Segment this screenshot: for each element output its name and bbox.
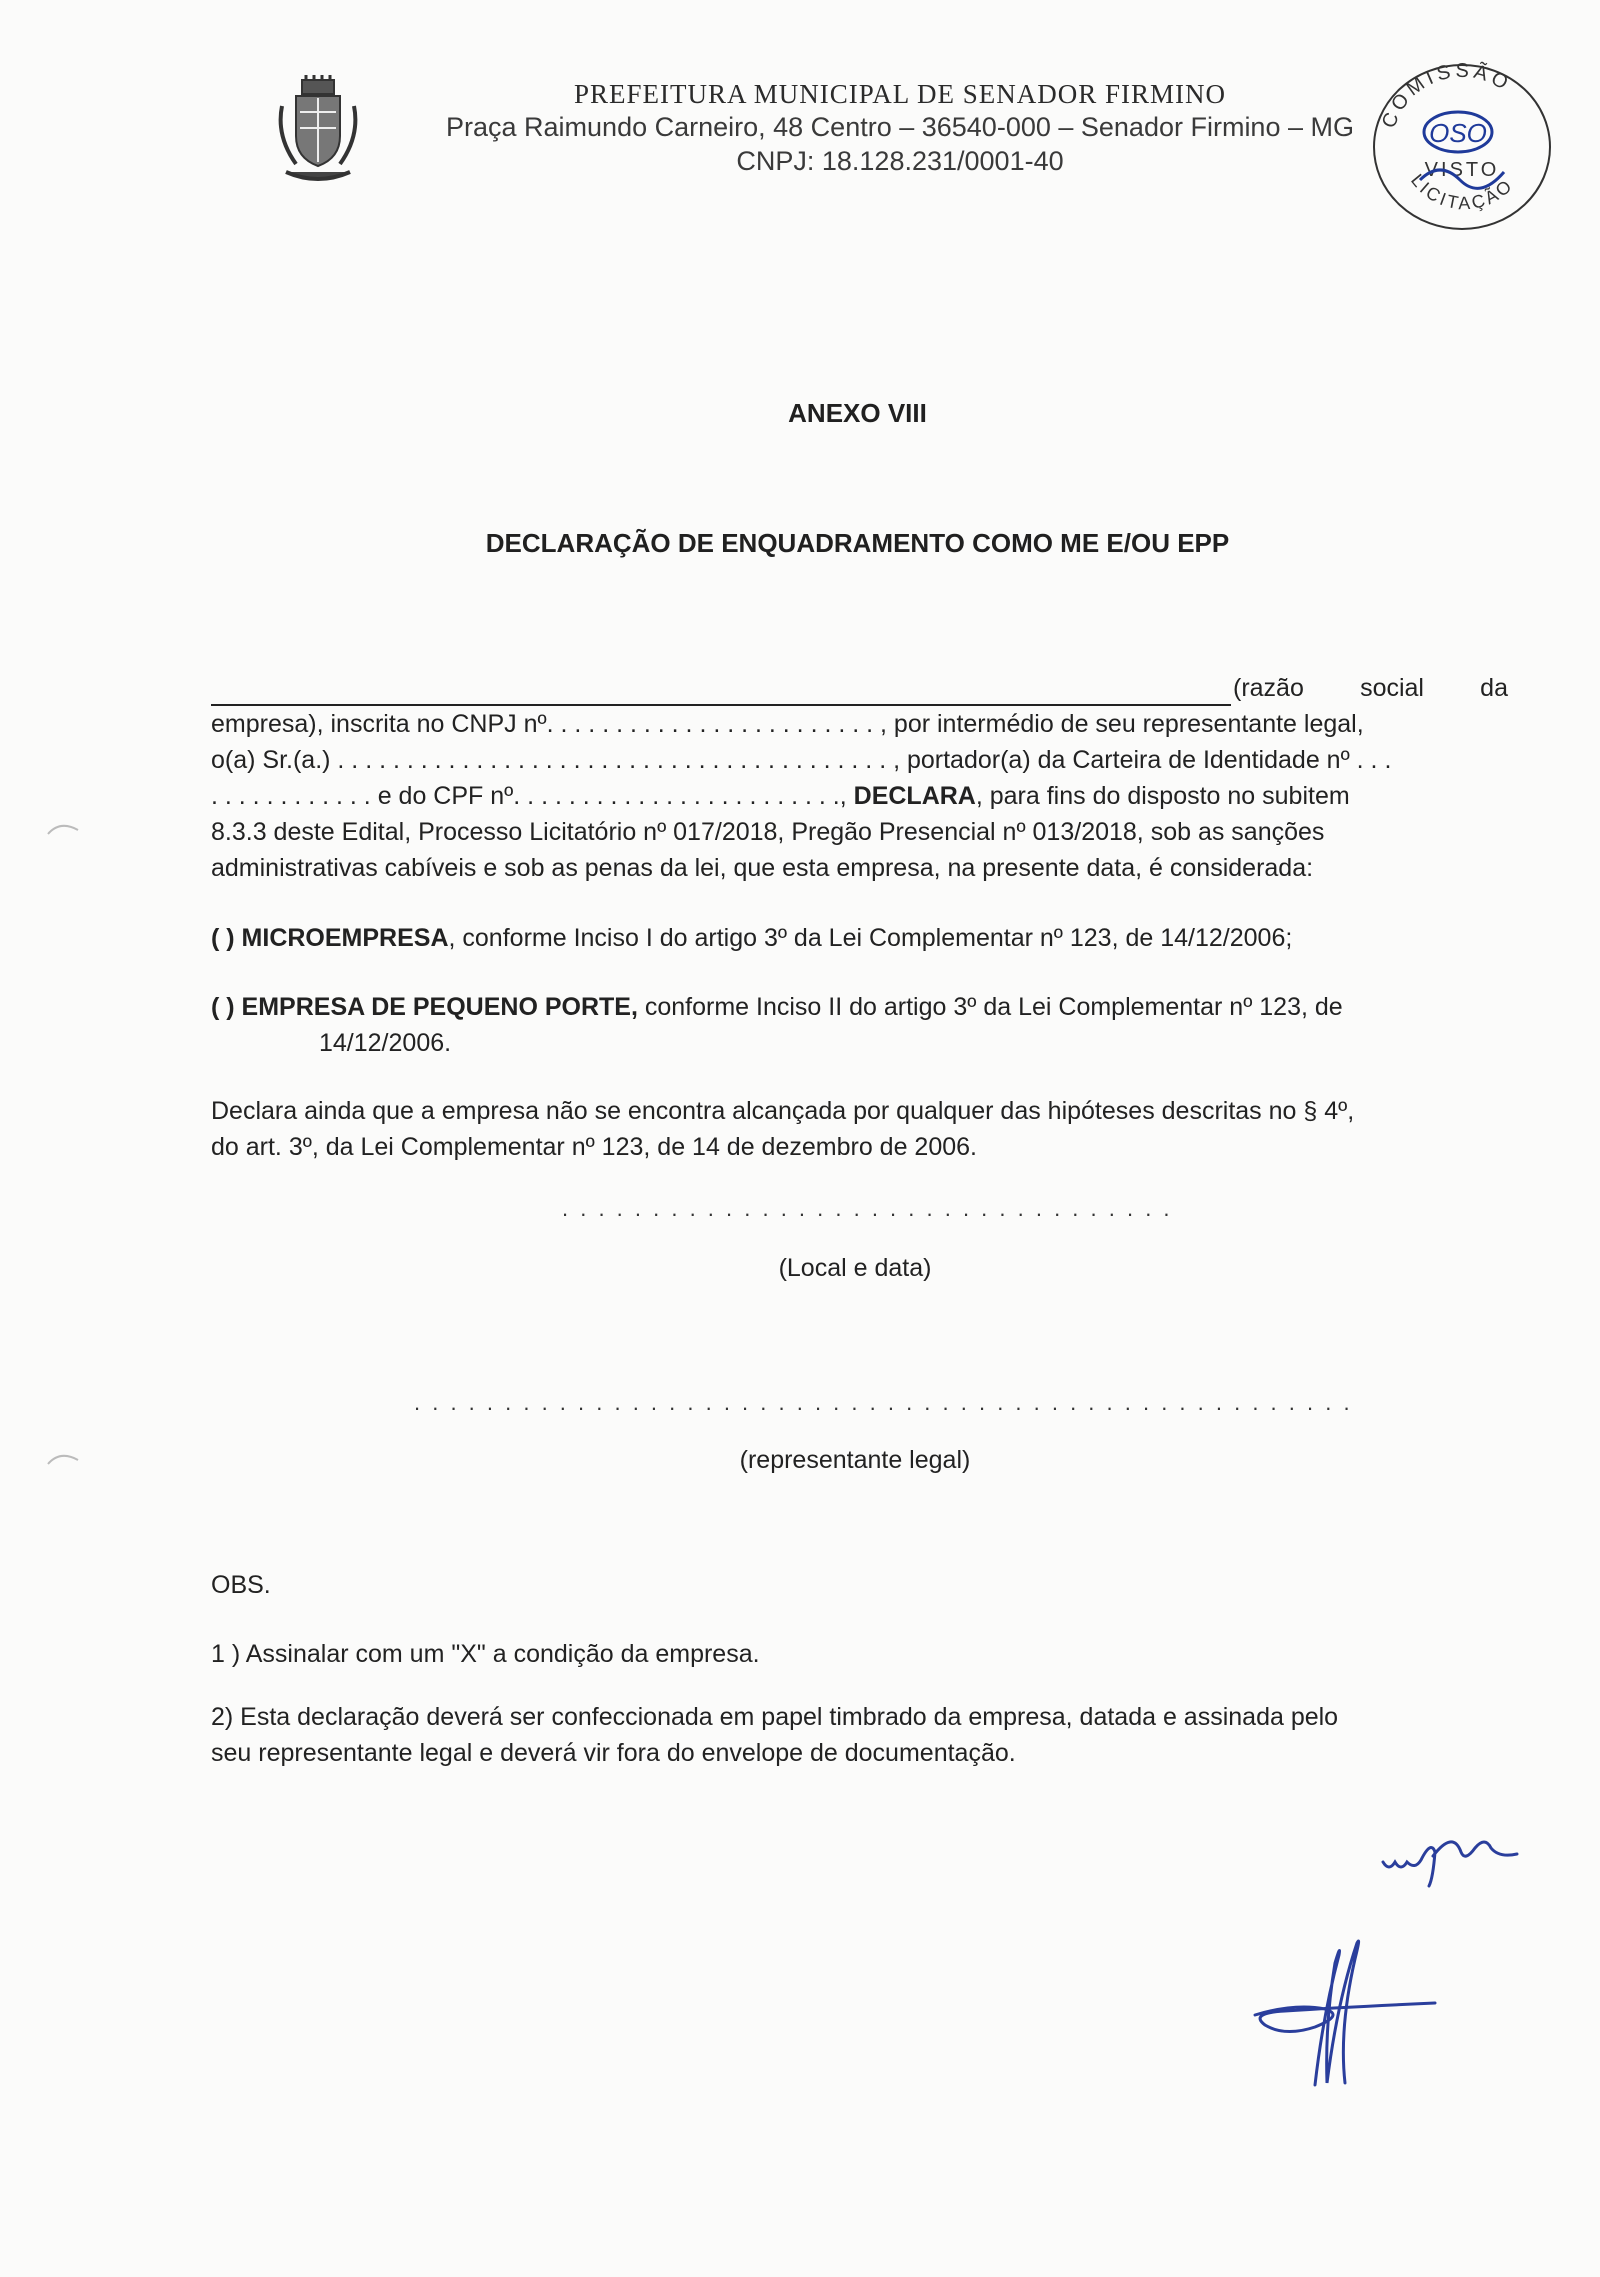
institution-address: Praça Raimundo Carneiro, 48 Centro – 36540-000 – Senador Firmino – MG — [446, 112, 1354, 142]
local-date-label: (Local e data) — [778, 1254, 932, 1282]
local-date-field[interactable]: . . . . . . . . . . . . . . . . . . . . . . . . . . . . . . . . . . — [562, 1196, 1173, 1221]
body-line3: o(a) Sr.(a.) . . . . . . . . . . . . . . . . . . . . . . . . . . . . . . . . . . . . . . . . , portador(a) da Carteira de Identidade nº . . . — [211, 746, 1392, 774]
body-line1-a: (razão — [1233, 674, 1304, 702]
institution-cnpj: CNPJ: 18.128.231/0001-40 — [736, 146, 1064, 176]
body-line5: 8.3.3 deste Edital, Processo Licitatório nº 017/2018, Pregão Presencial nº 013/2018, sob as sanções — [211, 818, 1325, 846]
body-line2: empresa), inscrita no CNPJ nº. . . . . . . . . . . . . . . . . . . . . . . . , por intermédio de seu representante legal, — [211, 710, 1364, 738]
representative-label: (representante legal) — [739, 1446, 971, 1474]
option-epp — [211, 989, 1508, 1061]
closing-paragraph — [211, 1093, 1508, 1165]
closing-line2: do art. 3º, da Lei Complementar nº 123, de 14 de dezembro de 2006. — [211, 1133, 977, 1161]
rubric-signature-icon — [1245, 1935, 1445, 2095]
option-microempresa — [211, 920, 1508, 956]
closing-line1: Declara ainda que a empresa não se encontra alcançada por qualquer das hipóteses descritas no § 4º, — [211, 1097, 1355, 1125]
body-line4 — [211, 778, 1508, 814]
scan-mark-icon — [44, 818, 84, 838]
body-line1-b: social — [1360, 674, 1424, 702]
option-me-checkbox[interactable]: ( ) — [211, 924, 242, 952]
declaration-body — [211, 670, 1508, 886]
option-epp-text: conforme Inciso II do artigo 3º da Lei Complementar nº 123, de — [637, 993, 1343, 1021]
option-me-text: , conforme Inciso I do artigo 3º da Lei Complementar nº 123, de 14/12/2006; — [448, 924, 1293, 952]
coat-of-arms-icon — [268, 72, 368, 192]
body-line6: administrativas cabíveis e sob as penas da lei, que esta empresa, na presente data, é considerada: — [211, 854, 1314, 882]
note-2-line2: seu representante legal e deverá vir fora do envelope de documentação. — [211, 1739, 1016, 1767]
note-1: 1 ) Assinalar com um "X" a condição da empresa. — [211, 1640, 760, 1668]
letterhead — [420, 78, 1380, 178]
company-name-blank — [211, 680, 1231, 706]
body-line4-bold: DECLARA — [853, 782, 976, 810]
company-name-line — [211, 670, 1508, 706]
commission-stamp-icon — [1362, 52, 1562, 237]
scan-mark-icon — [44, 1448, 84, 1468]
handwritten-initials-icon — [1375, 1820, 1545, 1890]
annex-title: ANEXO VIII — [788, 398, 927, 428]
declaration-title: DECLARAÇÃO DE ENQUADRAMENTO COMO ME E/OU EPP — [485, 528, 1230, 558]
note-2-line1: 2) Esta declaração deverá ser confeccionada em papel timbrado da empresa, datada e assinada pelo — [211, 1703, 1339, 1731]
body-line4-b: , para fins do disposto no subitem — [975, 782, 1350, 810]
body-line1-c: da — [1480, 674, 1508, 702]
option-epp-date: 14/12/2006. — [319, 1029, 452, 1057]
option-epp-label: EMPRESA DE PEQUENO PORTE, — [241, 993, 638, 1021]
stamp-top-text: COMISSÃO — [1377, 59, 1516, 132]
stamp-center-text: OSO — [1429, 118, 1487, 148]
representative-signature-field[interactable]: . . . . . . . . . . . . . . . . . . . . . . . . . . . . . . . . . . . . . . . . . . . . . . . . . . . . — [414, 1390, 1353, 1415]
institution-name: PREFEITURA MUNICIPAL DE SENADOR FIRMINO — [573, 79, 1227, 109]
stamp-mid-text: VISTO — [1424, 159, 1500, 181]
option-me-label: MICROEMPRESA — [241, 924, 449, 952]
stamp-bottom-text: LICITAÇÃO — [1407, 170, 1518, 214]
option-epp-checkbox[interactable]: ( ) — [211, 993, 242, 1021]
note-2 — [211, 1699, 1508, 1771]
body-line4-a: . . . . . . . . . . . . e do CPF nº. . . . . . . . . . . . . . . . . . . . . . . ., — [211, 782, 854, 810]
obs-heading: OBS. — [211, 1571, 271, 1599]
